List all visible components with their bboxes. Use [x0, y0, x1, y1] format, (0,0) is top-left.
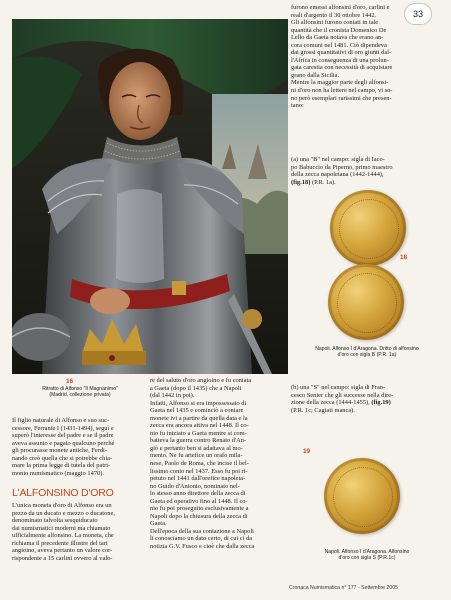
- gold-coin-alfonsino-b: [330, 190, 406, 266]
- coin-a-caption: Napoli. Alfonso I d'Aragona. Dritto di alfonsino d'oro con sigla B (P.R. 1a): [315, 346, 419, 359]
- gold-coin-alfonsino-b-reverse: [328, 264, 404, 340]
- figure-ref-19: (fig.19): [371, 399, 391, 407]
- figure-ref-18: (fig.18): [291, 178, 311, 186]
- right-column-top-text: furono emessi alfonsini d'oro, carlini e reali d'argento il 30 ottobre 1442. Gli alfonsini furono coniati in tale quantità che il cronista Domenico De Lello da Gaeta notava che erano an- cora comuni nel 1481. Ciò dipendeva dai grossi quantitativi di oro giunti dal- l'Africa in conseguenza di una prolun- gata carestia con necessità di acquistare grano dalla Sicilia. Mentre la maggior parte degli alfonsi- ni d'oro non ha lettere nel campo, vi so- no però esemplari rarissimi che presen- tano:: [291, 4, 393, 110]
- left-column-text: Il figlio naturale di Alfonso e suo suc- cessore, Ferrante I (1431-1494), seguì e superò l'interesse del padre e se il padre aveva assunto e pagato qualcuno perché gli procurasse monete antiche, Ferdi- nando creò quella che si potrebbe chia- mare la prima legge di tutela del patri- monio numismatico (maggio 1470).: [12, 417, 115, 477]
- page-number: 33: [404, 3, 432, 25]
- portrait-painting: [12, 19, 288, 374]
- portrait-caption: [12, 386, 148, 399]
- figure-number-16: 16: [66, 378, 74, 385]
- page-footer: Cronaca Numismatica n° 177 - Settembre 2005: [289, 585, 399, 591]
- left-column-bottom-text: L'unica moneta d'oro di Alfonso era un pezzo da un ducato e mezzo o ducatone, denominato talvolta sesquiducato dai numismatici moderni ma chiamato ufficialmente alfonsino. La moneta, che richiama il precedente illustre del tari angioino, aveva pertanto un valore cor- rispondente a 15 carlini ovvero al valo-: [12, 502, 115, 562]
- gold-coin-alfonsino-s: [324, 458, 400, 534]
- figure-number-19: 19: [303, 448, 311, 455]
- item-a-text: (a) una "B" nel campo: sigla di Iaco- po Babuccio da Piperno, primo maestro della zecca napoletana (1442-1444), (fig.18) (P.R. 1a).: [291, 156, 393, 186]
- portrait-caption-location: (Madrid, collezione privata): [49, 392, 111, 399]
- coin-b-caption: Napoli. Alfonso I d'Aragona. Alfonsino d'oro con sigla S (P.R.1c): [324, 549, 410, 562]
- item-b-text: (b) una "S" nel campo: sigla di Fran- cesco Senier che gli successe nella dire- zione della zecca (1444-1455), (fig.19) (P.R. 1c; Cagiati manca).: [291, 384, 394, 414]
- section-heading: L'ALFONSINO D'ORO: [12, 487, 114, 499]
- middle-column-text: re del saluto d'oro angioino e fu coniata a Gaeta (dopo il 1435) che a Napoli (dal 1442 in poi). Infatti, Alfonso si era impossessato di Gaeta nel 1435 e cominciò a coniare monete ivi a partire da quella data e la zecca era ancora attiva nel 1448. Il co- nio fu iniziato a Gaeta mentre si com- batteva la guerra contro Renato d'An- giò e pertanto ben si adattava al mo- mento. Ne fu artefice un orafo mila- nese, Paolo de Roma, che incise il bel- lissimo conio nel 1437. Esso fu poi ri- petuto nel 1441 dall'orefice napoleta- no Guido d'Antonio, nominato nel- lo stesso anno direttore della zecca di Gaeta ed operativo fino al 1448. Il co- nio fu poi proseguito esclusivamente a Napoli dopo la chiusura della zecca di Gaeta. Dell'epoca della sua coniazione a Napoli li conosciamo un dato certo, di cui ci da notizia G.V. Fusco e cioè che dalla zecca: [150, 377, 255, 551]
- figure-number-18: 18: [400, 254, 408, 261]
- portrait-caption-title: Ritratto di Alfonso "Il Magnanimo": [42, 386, 118, 392]
